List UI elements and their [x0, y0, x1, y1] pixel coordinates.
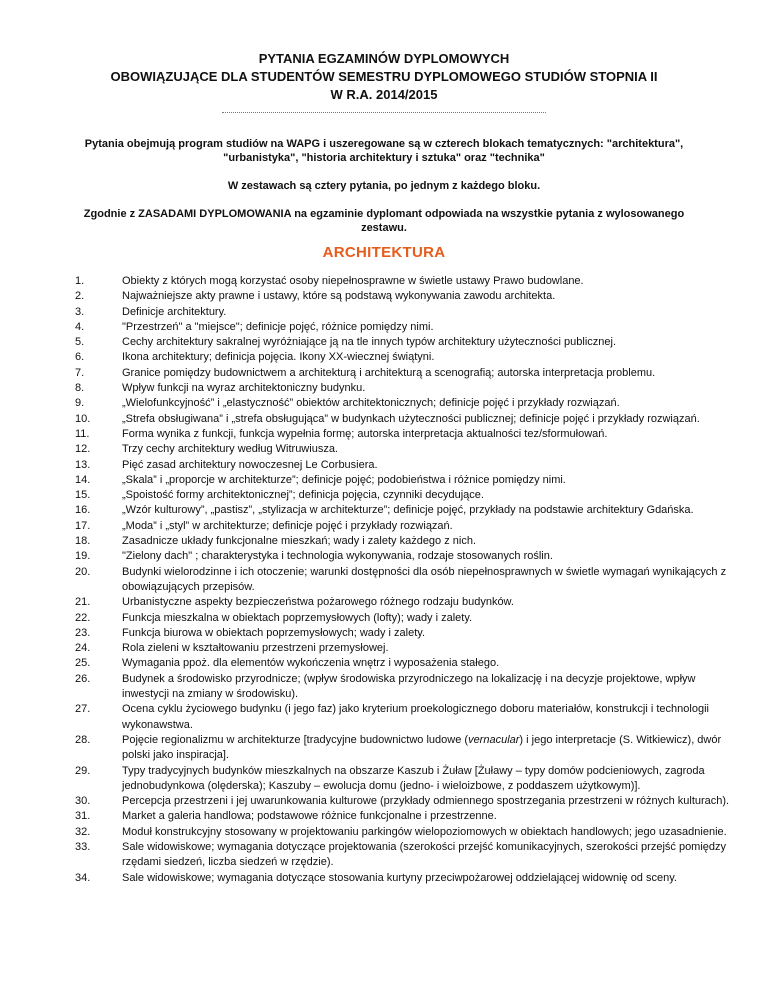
question-number: 11.: [75, 427, 90, 440]
question-text: Sale widowiskowe; wymagania dotyczące stosowania kurtyny przeciwpożarowej oddzielającej widownię od sceny.: [122, 871, 677, 884]
question-number: 4.: [75, 320, 85, 333]
question-number: 23.: [75, 626, 91, 639]
question-item: [75, 764, 735, 795]
question-text: „Strefa obsługiwana” i „strefa obsługująca” w budynkach użyteczności publicznej; definicje pojęć i przykłady rozwiązań.: [122, 412, 700, 425]
question-item: [75, 825, 735, 840]
header-title-line1: PYTANIA EGZAMINÓW DYPLOMOWYCH: [258, 51, 510, 66]
question-item: [75, 565, 735, 596]
question-number: 33.: [75, 840, 91, 853]
question-number: 18.: [75, 535, 91, 548]
question-number: 17.: [75, 519, 91, 532]
question-item: [75, 656, 735, 671]
question-text: Budynek a środowisko przyrodnicze; (wpływ środowiska przyrodniczego na lokalizację i na decyzje projektowe, wpływ inwestycji na zmiany w środowisku).: [122, 672, 696, 701]
question-number: 28.: [75, 733, 91, 746]
question-item: [75, 549, 735, 564]
question-text: „Spoistość formy architektonicznej”; definicja pojęcia, czynniki decydujące.: [122, 489, 484, 502]
question-list: [75, 274, 735, 886]
question-text: Pięć zasad architektury nowoczesnej Le Corbusiera.: [122, 458, 378, 471]
question-number: 21.: [75, 596, 91, 609]
question-text: Definicje architektury.: [122, 305, 227, 318]
question-text: Moduł konstrukcyjny stosowany w projektowaniu parkingów wielopoziomowych w obiektach handlowych; jego uzasadnienie.: [122, 825, 727, 838]
question-text: Pojęcie regionalizmu w architekturze [tradycyjne budownictwo ludowe (vernacular) i jego interpretacje (S. Witkiewicz), dwór polski jako inspiracja].: [122, 733, 722, 762]
question-number: 31.: [75, 810, 91, 823]
question-number: 27.: [75, 703, 91, 716]
question-item: [75, 794, 735, 809]
question-item: [75, 626, 735, 641]
question-number: 8.: [75, 382, 85, 395]
question-item: [75, 335, 735, 350]
question-item: [75, 488, 735, 503]
document-header: [0, 50, 768, 104]
question-item: [75, 702, 735, 733]
question-number: 12.: [75, 443, 91, 456]
question-text: Najważniejsze akty prawne i ustawy, które są podstawą wykonywania zawodu architekta.: [122, 290, 556, 303]
question-number: 29.: [75, 764, 91, 777]
question-number: 30.: [75, 795, 91, 808]
dotted-divider: [222, 112, 546, 113]
question-text: Percepcja przestrzeni i jej uwarunkowania kulturowe (przykłady odmiennego spostrzegania przestrzeni w różnych kulturach).: [122, 795, 730, 808]
question-item: [75, 396, 735, 411]
question-text: Funkcja biurowa w obiektach poprzemysłowych; wady i zalety.: [122, 626, 426, 639]
question-number: 1.: [75, 275, 85, 287]
question-text: Urbanistyczne aspekty bezpieczeństwa pożarowego różnego rodzaju budynków.: [122, 596, 514, 609]
question-item: [75, 305, 735, 320]
question-item: [75, 458, 735, 473]
question-item: [75, 672, 735, 703]
question-number: 9.: [75, 397, 85, 410]
question-text: Sale widowiskowe; wymagania dotyczące projektowania (szerokości przejść komunikacyjnych, szerokości przejść pomiędzy rzędami siedzeń, liczba siedzeń w rzędzie).: [122, 840, 727, 869]
question-number: 2.: [75, 290, 85, 303]
question-text: Zasadnicze układy funkcjonalne mieszkań; wady i zalety każdego z nich.: [122, 535, 477, 548]
question-text: Wymagania ppoż. dla elementów wykończenia wnętrz i wyposażenia stałego.: [122, 657, 500, 670]
question-text: "Przestrzeń" a "miejsce"; definicje pojęć, różnice pomiędzy nimi.: [122, 320, 434, 333]
question-item: [75, 473, 735, 488]
intro-paragraph-rules: Zgodnie z ZASADAMI DYPLOMOWANIA na egzaminie dyplomant odpowiada na wszystkie pytania z wylosowanego zestawu.: [83, 208, 685, 234]
question-number: 34.: [75, 871, 91, 884]
question-number: 5.: [75, 336, 85, 349]
question-text: „Wzór kulturowy”, „pastisz”, „stylizacja w architekturze”; definicje pojęć, przykłady na podstawie architektury Gdańska.: [122, 504, 694, 517]
intro-paragraph-scope: Pytania obejmują program studiów na WAPG i uszeregowane są w czterech blokach tematycznych: "architektura", "urbanistyka", "historia architektury i sztuka" oraz "technika": [84, 138, 684, 164]
question-item: [75, 442, 735, 457]
question-item: [75, 350, 735, 365]
question-item: [75, 871, 735, 886]
question-item: [75, 274, 735, 289]
question-item: [75, 412, 735, 427]
question-text: Rola zieleni w kształtowaniu przestrzeni przemysłowej.: [122, 642, 389, 655]
intro-paragraph-sets: W zestawach są cztery pytania, po jednym z każdego bloku.: [227, 180, 541, 192]
question-item: [75, 595, 735, 610]
header-title-line2: OBOWIĄZUJĄCE DLA STUDENTÓW SEMESTRU DYPLOMOWEGO STUDIÓW STOPNIA II: [110, 69, 658, 84]
question-item: [75, 427, 735, 442]
question-text: „Skala” i „proporcje w architekturze”; definicje pojęć; podobieństwa i różnice pomiędzy nimi.: [122, 473, 566, 486]
question-number: 15.: [75, 489, 91, 502]
question-number: 6.: [75, 351, 85, 364]
question-text: Funkcja mieszkalna w obiektach poprzemysłowych (lofty); wady i zalety.: [122, 611, 473, 624]
question-item: [75, 519, 735, 534]
question-text: Trzy cechy architektury według Witruwiusza.: [122, 443, 338, 456]
question-item: [75, 366, 735, 381]
question-number: 20.: [75, 565, 91, 578]
question-number: 32.: [75, 825, 91, 838]
question-item: [75, 534, 735, 549]
question-item: [75, 809, 735, 824]
question-text: Forma wynika z funkcji, funkcja wypełnia formę; autorska interpretacja aktualności tez/sformułowań.: [122, 427, 608, 440]
section-title: ARCHITEKTURA: [322, 244, 446, 261]
question-number: 22.: [75, 611, 91, 624]
question-item: [75, 611, 735, 626]
question-item: [75, 381, 735, 396]
question-text: Ikona architektury; definicja pojęcia. Ikony XX-wiecznej świątyni.: [122, 351, 435, 364]
question-text: Typy tradycyjnych budynków mieszkalnych na obszarze Kaszub i Żuław [Żuławy – typy domów podcieniowych, zagroda jednobudynkowa (olęderska); Kaszuby – ewolucja domu (jedno- i wieloizbowe, z poddaszem użytkowym)].: [122, 764, 705, 792]
question-text: "Zielony dach" ; charakterystyka i technologia wykonywania, rodzaje stosowanych roślin.: [122, 550, 553, 563]
question-number: 25.: [75, 657, 91, 670]
question-item: [75, 503, 735, 518]
question-item: [75, 840, 735, 871]
question-text: Budynki wielorodzinne i ich otoczenie; warunki dostępności dla osób niepełnosprawnych w świetle wymagań wynikających z obowiązujących przepisów.: [122, 565, 727, 593]
header-title-line3: W R.A. 2014/2015: [330, 87, 438, 102]
question-text: Wpływ funkcji na wyraz architektoniczny budynku.: [122, 382, 366, 395]
question-text: „Wielofunkcyjność” i „elastyczność” obiektów architektonicznych; definicje pojęć i przykłady rozwiązań.: [122, 397, 620, 410]
question-text: Granice pomiędzy budownictwem a architekturą i architekturą a scenografią; autorska interpretacja problemu.: [122, 366, 656, 379]
question-text: Obiekty z których mogą korzystać osoby niepełnosprawne w świetle ustawy Prawo budowlane.: [122, 275, 584, 287]
question-number: 3.: [75, 305, 85, 318]
question-number: 14.: [75, 473, 91, 486]
question-number: 13.: [75, 458, 91, 471]
question-item: [75, 641, 735, 656]
question-number: 7.: [75, 366, 85, 379]
question-text: „Moda” i „styl” w architekturze; definicje pojęć i przykłady rozwiązań.: [122, 519, 453, 532]
question-number: 16.: [75, 504, 91, 517]
question-text: Cechy architektury sakralnej wyróżniające ją na tle innych typów architektury użyteczności publicznej.: [122, 336, 617, 349]
question-number: 19.: [75, 550, 91, 563]
question-text: Ocena cyklu życiowego budynku (i jego faz) jako kryterium proekologicznego doboru materiałów, konstrukcji i technologii wykonawstwa.: [122, 703, 709, 731]
question-text: Market a galeria handlowa; podstawowe różnice funkcjonalne i przestrzenne.: [122, 810, 497, 823]
question-item: [75, 289, 735, 304]
question-number: 24.: [75, 642, 91, 655]
question-item: [75, 733, 735, 764]
question-number: 10.: [75, 412, 91, 425]
question-number: 26.: [75, 672, 91, 685]
question-item: [75, 320, 735, 335]
